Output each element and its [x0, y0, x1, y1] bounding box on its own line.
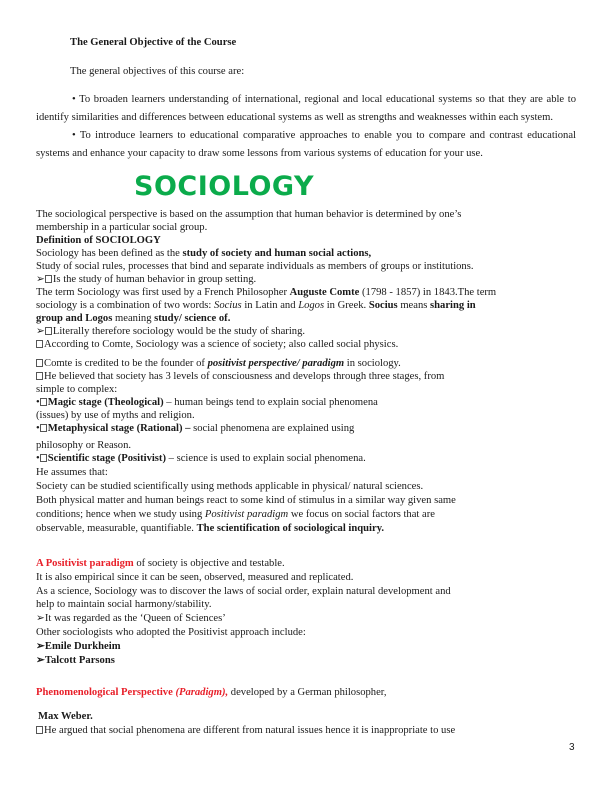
- text-span: observable, measurable, quantifiable.: [36, 523, 197, 534]
- stage-label: Scientific stage (Positivist): [47, 453, 166, 464]
- text-span: conditions; hence when we study using: [36, 509, 205, 520]
- bullet-line: [36, 612, 226, 625]
- sociologist-item: [36, 654, 115, 667]
- missing-glyph-box-icon: [36, 726, 43, 734]
- text-span: in Greek.: [324, 300, 369, 311]
- text-line: He assumes that:: [36, 467, 108, 478]
- text-line: [36, 508, 435, 521]
- arrow-bullet-icon: ➢: [36, 326, 45, 337]
- max-weber-name: Max Weber.: [38, 711, 93, 722]
- text-line: simple to complex:: [36, 384, 118, 395]
- course-objective-heading: The General Objective of the Course: [70, 37, 237, 48]
- dot-bullet-icon: •: [36, 453, 40, 464]
- text-span: we focus on social factors that are: [288, 509, 435, 520]
- bold-span: sharing in: [430, 300, 476, 311]
- text-span: meaning: [112, 313, 155, 324]
- sociologist-name: Emile Durkheim: [44, 641, 121, 652]
- red-italic-span: (Paradigm),: [175, 687, 229, 698]
- text-span: The term Sociology was first used by a French Philosopher: [36, 287, 290, 298]
- text-line: Society can be studied scientifically using methods applicable in physical/ natural sciences.: [36, 481, 424, 492]
- italic-span: Logos: [298, 300, 325, 311]
- bold-span: group and Logos: [36, 313, 113, 324]
- text-line: (issues) by use of myths and religion.: [36, 410, 195, 421]
- text-line: Other sociologists who adopted the Positivist approach include:: [36, 627, 306, 638]
- text-span: Sociology has been defined as the: [36, 248, 183, 259]
- arrow-bullet-icon: ➢: [36, 274, 45, 285]
- stage-item-scientific: [36, 452, 366, 465]
- bold-span: Socius: [368, 300, 398, 311]
- dot-bullet-icon: •: [36, 397, 40, 408]
- text-line: Study of social rules, processes that bind and separate individuals as members of groups or institutions.: [36, 261, 474, 272]
- text-line: [36, 247, 371, 260]
- missing-glyph-box-icon: [36, 359, 43, 367]
- bold-span: Auguste Comte: [289, 287, 360, 298]
- stage-item-metaphysical: [36, 422, 354, 435]
- sociologist-item: [36, 640, 121, 653]
- text-span: He argued that social phenomena are different from natural issues hence it is inappropriate to use: [44, 725, 456, 736]
- bullet-line: [36, 325, 305, 338]
- arrow-bullet-icon: ➢: [36, 655, 45, 666]
- sociologist-name: Talcott Parsons: [44, 655, 115, 666]
- bold-italic-span: positivist perspective/ paradigm: [207, 358, 345, 369]
- text-line: help to maintain social harmony/stability.: [36, 599, 212, 610]
- missing-glyph-box-icon: [36, 340, 43, 348]
- text-line: [36, 312, 230, 325]
- bold-span: The scientification of sociological inquiry.: [196, 523, 385, 534]
- dot-bullet-icon: •: [36, 423, 40, 434]
- red-heading-span: Phenomenological Perspective: [36, 687, 176, 698]
- text-span: He believed that society has 3 levels of consciousness and develops through three stages, from: [44, 371, 445, 382]
- arrow-bullet-icon: ➢: [36, 613, 45, 624]
- bullet-line: [36, 357, 401, 370]
- arrow-bullet-icon: ➢: [36, 641, 45, 652]
- definition-heading: Definition of SOCIOLOGY: [36, 235, 161, 246]
- text-span: of society is objective and testable.: [133, 558, 285, 569]
- objective-1: • To broaden learners understanding of international, regional and local educational systems so that they are able to identify similarities and differences between educational systems as well as strengths and weaknesses within each system.: [36, 94, 576, 123]
- objectives-intro: The general objectives of this course are:: [70, 66, 245, 77]
- text-line: [36, 299, 476, 312]
- text-line: philosophy or Reason.: [36, 440, 132, 451]
- missing-glyph-box-icon: [36, 372, 43, 380]
- text-span: Comte is credited to be the founder of: [44, 358, 208, 369]
- missing-glyph-box-icon: [40, 398, 47, 406]
- phenomenological-heading-line: [36, 686, 387, 699]
- text-line: As a science, Sociology was to discover the laws of social order, explain natural development and: [36, 586, 451, 597]
- text-span: Is the study of human behavior in group setting.: [52, 274, 257, 285]
- text-line: It is also empirical since it can be seen, observed, measured and replicated.: [36, 572, 354, 583]
- text-span: sociology is a combination of two words:: [36, 300, 215, 311]
- text-span: in Latin and: [241, 300, 299, 311]
- missing-glyph-box-icon: [40, 424, 47, 432]
- text-line: The sociological perspective is based on the assumption that human behavior is determined by one’s: [36, 209, 462, 220]
- italic-span: Positivist paradigm: [204, 509, 289, 520]
- stage-label: Metaphysical stage (Rational) –: [47, 423, 191, 434]
- text-line: Both physical matter and human beings react to some kind of stimulus in a similar way given same: [36, 495, 456, 506]
- bold-span: study/ science of.: [154, 313, 231, 324]
- text-span: social phenomena are explained using: [190, 423, 355, 434]
- bullet-line: [36, 724, 455, 737]
- missing-glyph-box-icon: [45, 275, 52, 283]
- text-line: [36, 286, 496, 299]
- text-span: – science is used to explain social phenomena.: [166, 453, 366, 464]
- red-heading-span: A Positivist paradigm: [36, 558, 134, 569]
- section-title-sociology: SOCIOLOGY: [134, 171, 315, 202]
- bullet-line: [36, 338, 398, 351]
- text-span: It was regarded as the ‘Queen of Sciences’: [44, 613, 226, 624]
- bold-span: study of society and human social actions,: [182, 248, 372, 259]
- text-span: developed by a German philosopher,: [228, 687, 387, 698]
- bullet-line: [36, 370, 444, 383]
- text-span: in sociology.: [344, 358, 401, 369]
- text-span: Literally therefore sociology would be the study of sharing.: [52, 326, 306, 337]
- text-line: [36, 522, 384, 535]
- page-number: 3: [569, 742, 575, 753]
- text-span: – human beings tend to explain social phenomena: [163, 397, 378, 408]
- text-span: According to Comte, Sociology was a science of society; also called social physics.: [44, 339, 399, 350]
- bullet-line: [36, 273, 256, 286]
- positivist-heading-line: [36, 557, 285, 570]
- italic-span: Socius: [214, 300, 242, 311]
- text-span: (1798 - 1857) in 1843.The term: [359, 287, 497, 298]
- missing-glyph-box-icon: [40, 454, 47, 462]
- missing-glyph-box-icon: [45, 327, 52, 335]
- stage-item-theological: [36, 396, 378, 409]
- text-line: membership in a particular social group.: [36, 222, 208, 233]
- objective-2: • To introduce learners to educational comparative approaches to enable you to compare and contrast educational systems and enhance your capacity to draw some lessons from various systems of education for your use.: [36, 130, 576, 159]
- stage-label: Magic stage (Theological): [47, 397, 164, 408]
- text-span: means: [397, 300, 431, 311]
